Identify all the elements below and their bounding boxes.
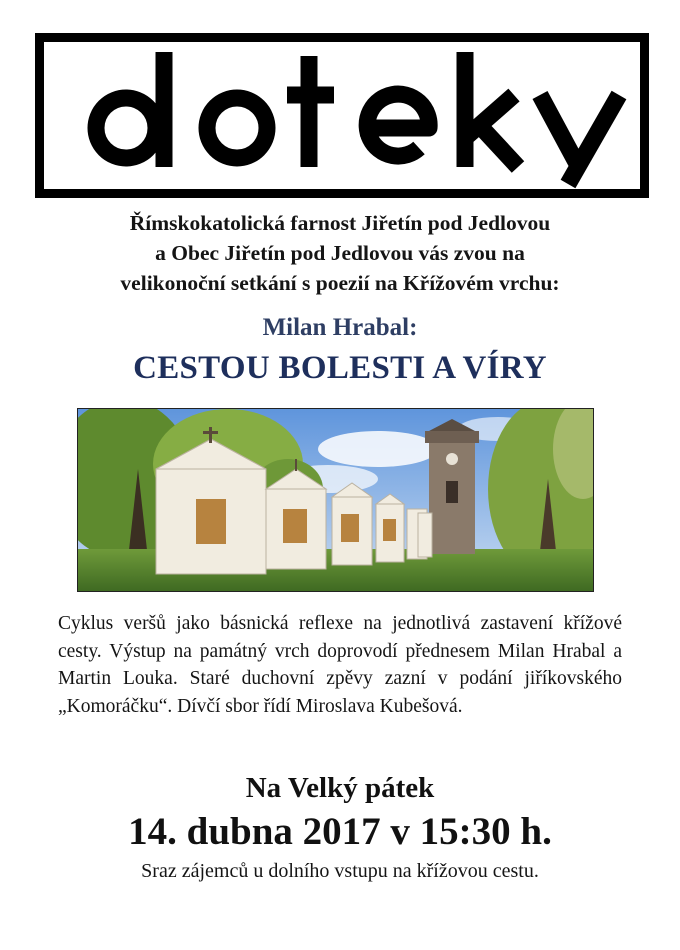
event-day: Na Velký pátek: [245, 772, 435, 804]
event-datetime: 14. dubna 2017 v 15:30 h.: [128, 810, 552, 853]
author-name: Milan Hrabal:: [262, 314, 418, 341]
description-text: Cyklus veršů jako básnická reflexe na jednotlivá zastavení křížové cesty. Výstup na památný vrch doprovodí přednesem Milan Hrabal a Martin Louka. Staré duchovní zpěvy zazní v podání jiříkovského „Komoráčku“. Dívčí sbor řídí Miroslava Kubešová.: [58, 613, 622, 717]
stations-of-the-cross-photo: [77, 408, 594, 592]
event-description: [58, 610, 622, 720]
logo-wordmark: [44, 42, 640, 189]
intro-line-2: a Obec Jiřetín pod Jedlovou vás zvou na: [155, 241, 525, 265]
intro-line-3: velikonoční setkání s poezií na Křížovém vrchu:: [120, 271, 560, 295]
logo: [35, 33, 649, 198]
intro-line-1: Římskokatolická farnost Jiřetín pod Jedlovou: [129, 211, 551, 235]
event-title: CESTOU BOLESTI A VÍRY: [133, 350, 547, 386]
meeting-point: Sraz zájemců u dolního vstupu na křížovou cestu.: [141, 860, 539, 882]
invitation-text: [20, 208, 660, 298]
